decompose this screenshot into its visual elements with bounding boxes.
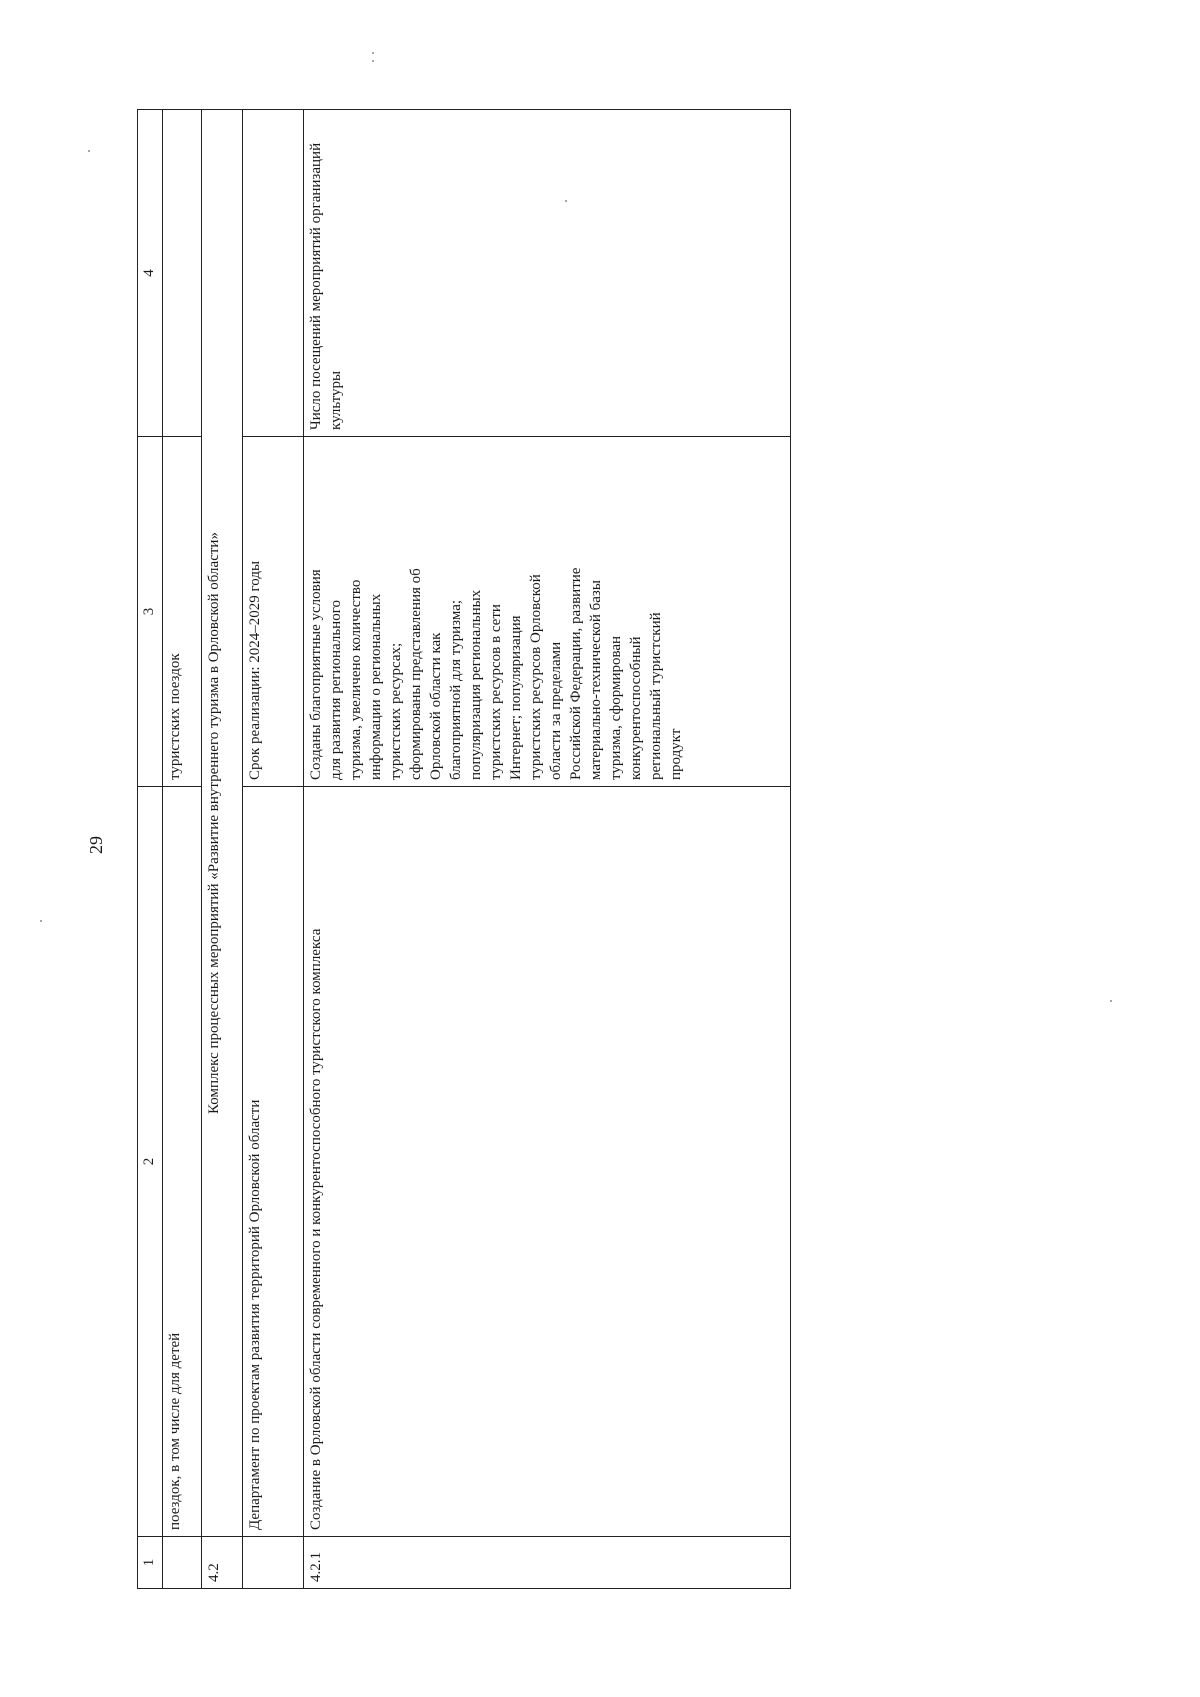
result-line: Российской Федерации, развитие [568,567,584,780]
table-frame [137,110,799,1589]
table-header-row [138,110,163,1589]
scan-speck [372,60,374,62]
result-line: информации о региональных [368,593,384,780]
row-number: 4.2.1 [304,1537,791,1589]
result-line: туристских ресурсах; [388,642,404,780]
result-line: туризма, увеличено количество [348,579,364,780]
result-line: туризма, сформирован [608,635,624,780]
header-cell: 2 [138,787,163,1537]
indicator-text [243,110,304,437]
scan-speck [40,920,42,922]
row-number [163,1537,202,1589]
row-number: 4.2 [202,1537,243,1589]
scan-speck [372,52,374,54]
result-line: благоприятной для туризма; [448,599,464,780]
section-title: Комплекс процессных мероприятий «Развитие внутреннего туризма в Орловской области» [202,110,243,1537]
result-text [304,437,791,787]
scan-speck [1110,1000,1112,1002]
result-line: для развития регионального [328,600,344,780]
table-row [163,110,202,1589]
measure-text: Создание в Орловской области современного и конкурентоспособного туристского комплекса [304,787,791,1537]
table-row [304,110,791,1589]
result-line: туристских ресурсов Орловской [528,574,544,780]
table-row [243,110,304,1589]
result-line: Орловской области как [428,632,444,780]
measure-text: поездок, в том числе для детей [163,787,202,1537]
result-text: Срок реализации: 2024–2029 годы [243,437,304,787]
result-line: популяризация региональных [468,589,484,780]
measures-table [137,109,791,1589]
result-line: Интернет; популяризация [508,615,524,780]
result-line: сформированы представления об [408,568,424,780]
result-line: туристских ресурсов в сети [488,604,504,780]
result-line: области за пределами [548,641,564,780]
result-line: конкурентоспособный [628,636,644,780]
table-row [202,110,243,1589]
result-line: региональный туристский [648,612,664,780]
result-line: материально-технической базы [588,580,604,780]
header-cell: 1 [138,1537,163,1589]
result-text: туристских поездок [163,437,202,787]
indicator-text: Число посещений мероприятий организаций культуры [304,110,791,437]
header-cell: 3 [138,437,163,787]
result-line: продукт [668,728,684,780]
page-number: 29 [86,836,106,854]
row-number [243,1537,304,1589]
responsible-department: Департамент по проектам развития территорий Орловской области [243,787,304,1537]
result-line: Созданы благоприятные условия [308,569,324,780]
scan-speck [88,150,90,152]
indicator-text [163,110,202,437]
header-cell: 4 [138,110,163,437]
rotated-table-wrapper [137,110,799,1589]
